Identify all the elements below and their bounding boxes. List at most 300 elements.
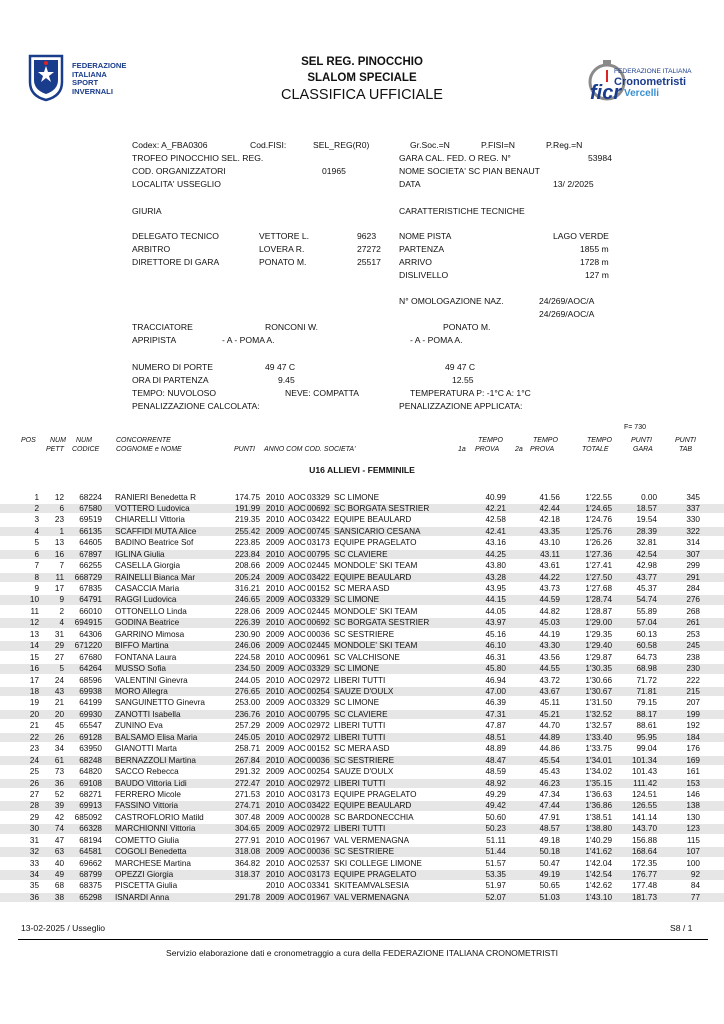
- table-row: [0, 836, 724, 846]
- row-pett: 1: [59, 526, 64, 536]
- row-totale: 1'30.67: [585, 686, 612, 696]
- porte-label: NUMERO DI PORTE: [132, 362, 214, 372]
- row-anno: 2009: [266, 664, 285, 674]
- row-pett: 24: [54, 675, 64, 685]
- row-name: FONTANA Laura: [115, 652, 177, 662]
- row-codice: 68224: [79, 492, 102, 502]
- row-pett: 45: [54, 721, 64, 731]
- row-pett: 9: [59, 595, 64, 605]
- row-punti-gara: 88.61: [636, 721, 657, 731]
- row-tempo1: 46.10: [485, 641, 506, 651]
- row-codice: 68271: [79, 789, 102, 799]
- row-cod: 03422: [307, 515, 330, 525]
- row-pos: 11: [30, 606, 39, 616]
- row-pos: 19: [29, 698, 39, 708]
- row-com: AOC: [288, 812, 306, 822]
- row-pos: 8: [34, 572, 39, 582]
- row-pos: 22: [29, 732, 39, 742]
- row-pos: 27: [29, 789, 39, 799]
- table-row: [0, 493, 724, 503]
- row-punti-gara: 28.39: [636, 526, 657, 536]
- row-punti-gara: 0.00: [641, 492, 657, 502]
- row-punti: 276.65: [234, 686, 260, 696]
- row-cod: 00036: [307, 629, 330, 639]
- row-codice: 64820: [79, 767, 102, 777]
- row-pos: 1: [34, 492, 39, 502]
- dislivello-value: 127 m: [585, 270, 609, 280]
- table-row: [0, 756, 724, 766]
- row-name: VOTTERO Ludovica: [115, 503, 190, 513]
- row-pos: 7: [34, 561, 39, 571]
- row-anno: 2010: [266, 675, 285, 685]
- row-name: MARCHESE Martina: [115, 858, 191, 868]
- row-com: AOC: [288, 584, 306, 594]
- row-totale: 1'27.41: [585, 561, 612, 571]
- row-name: MARCHIONNI Vittoria: [115, 824, 196, 834]
- row-cod: 02972: [307, 721, 330, 731]
- row-com: AOC: [288, 698, 306, 708]
- row-codice: 68248: [79, 755, 102, 765]
- row-punti-tab: 245: [686, 641, 700, 651]
- row-tempo2: 47.44: [539, 801, 560, 811]
- row-totale: 1'28.87: [585, 606, 612, 616]
- row-codice: 69108: [79, 778, 102, 788]
- row-pos: 34: [29, 870, 39, 880]
- row-anno: 2009: [266, 892, 285, 902]
- row-societa: SC LIMONE: [334, 698, 380, 708]
- row-punti: 246.06: [234, 641, 260, 651]
- row-societa: LIBERI TUTTI: [334, 824, 386, 834]
- row-name: OPEZZI Giorgia: [115, 870, 174, 880]
- data-label: DATA: [399, 179, 421, 189]
- row-com: AOC: [288, 732, 306, 742]
- row-pett: 11: [55, 572, 64, 582]
- row-punti-tab: 146: [686, 789, 700, 799]
- row-tempo1: 48.47: [485, 755, 506, 765]
- row-societa: VAL VERMENAGNA: [334, 892, 410, 902]
- row-tempo2: 42.18: [539, 515, 560, 525]
- row-name: RANIERI Benedetta R: [115, 492, 197, 502]
- title-line-1: SEL REG. PINOCCHIO: [301, 56, 423, 68]
- row-pos: 20: [29, 709, 39, 719]
- row-punti-tab: 215: [686, 686, 700, 696]
- row-societa: SC SESTRIERE: [334, 847, 395, 857]
- row-tempo1: 43.97: [485, 618, 506, 628]
- row-com: AOC: [288, 767, 306, 777]
- ficr-line-1: FEDERAZIONE ITALIANA: [614, 68, 692, 75]
- col-punti: PUNTI: [234, 446, 255, 453]
- row-com: AOC: [288, 835, 306, 845]
- row-tempo1: 49.29: [485, 789, 506, 799]
- row-name: CASELLA Giorgia: [115, 561, 181, 571]
- row-punti: 245.05: [234, 732, 260, 742]
- ora-2: 12.55: [452, 375, 474, 385]
- row-punti-tab: 123: [686, 824, 700, 834]
- row-tempo1: 51.97: [485, 881, 506, 891]
- row-totale: 1'26.26: [585, 538, 612, 548]
- row-societa: SC CLAVIERE: [334, 549, 388, 559]
- row-punti: 228.06: [234, 606, 260, 616]
- row-com: AOC: [288, 892, 306, 902]
- row-societa: EQUIPE PRAGELATO: [334, 789, 417, 799]
- row-tempo1: 50.60: [485, 812, 506, 822]
- row-punti-tab: 169: [686, 755, 700, 765]
- row-punti: 304.65: [234, 824, 260, 834]
- row-pett: 27: [54, 652, 64, 662]
- row-punti-tab: 107: [686, 847, 700, 857]
- row-punti-tab: 153: [686, 778, 700, 788]
- table-row: [0, 733, 724, 743]
- table-row: [0, 847, 724, 857]
- col-punti-gara-1: PUNTI: [631, 437, 652, 444]
- row-punti-tab: 299: [686, 561, 700, 571]
- row-punti: 274.71: [234, 801, 260, 811]
- row-cod: 02972: [307, 778, 330, 788]
- row-punti-gara: 141.14: [631, 812, 657, 822]
- row-societa: SANSICARIO CESANA: [334, 526, 421, 536]
- row-totale: 1'25.76: [585, 526, 612, 536]
- row-totale: 1'33.75: [585, 744, 612, 754]
- row-codice: 63950: [79, 744, 102, 754]
- table-row: [0, 870, 724, 880]
- row-codice: 66010: [79, 606, 102, 616]
- porte-1: 49 47 C: [265, 362, 296, 372]
- row-name: MORO Allegra: [115, 686, 168, 696]
- row-name: BALSAMO Elisa Maria: [115, 732, 198, 742]
- ficr-line-2: Cronometristi: [614, 76, 687, 88]
- row-punti: 223.84: [234, 549, 260, 559]
- table-row: [0, 710, 724, 720]
- row-cod: 00961: [307, 652, 330, 662]
- row-pett: 5: [59, 664, 64, 674]
- row-com: AOC: [288, 618, 306, 628]
- pfisi: P.FISI=N: [481, 140, 515, 150]
- table-row: [0, 607, 724, 617]
- row-name: BADINO Beatrice Sof: [115, 538, 194, 548]
- row-anno: 2009: [266, 572, 285, 582]
- row-totale: 1'24.76: [585, 515, 612, 525]
- row-cod: 03341: [307, 881, 330, 891]
- tempo-label: TEMPO: NUVOLOSO: [132, 388, 217, 398]
- row-tempo2: 45.21: [539, 709, 560, 719]
- row-punti-gara: 64.73: [636, 652, 657, 662]
- row-com: AOC: [288, 686, 306, 696]
- row-tempo2: 46.23: [539, 778, 560, 788]
- row-pos: 12: [29, 618, 39, 628]
- row-pett: 21: [54, 698, 64, 708]
- arbitro-label: ARBITRO: [132, 244, 171, 254]
- row-totale: 1'35.15: [585, 778, 612, 788]
- row-punti-tab: 345: [686, 492, 700, 502]
- row-punti-gara: 42.54: [636, 549, 657, 559]
- arbitro-name: LOVERA R.: [259, 244, 305, 254]
- row-com: AOC: [288, 629, 306, 639]
- row-punti: 226.39: [234, 618, 260, 628]
- row-cod: 02445: [307, 561, 330, 571]
- table-row: [0, 618, 724, 628]
- row-cod: 00036: [307, 755, 330, 765]
- row-totale: 1'29.40: [585, 641, 612, 651]
- row-societa: SC MERA ASD: [334, 584, 390, 594]
- row-anno: 2010: [266, 584, 285, 594]
- row-punti-gara: 71.72: [636, 675, 657, 685]
- row-cod: 03422: [307, 572, 330, 582]
- row-codice: 67680: [79, 652, 102, 662]
- row-anno: 2010: [266, 515, 285, 525]
- row-tempo1: 44.25: [485, 549, 506, 559]
- category-heading: U16 ALLIEVI - FEMMINILE: [309, 465, 415, 475]
- row-punti: 307.48: [234, 812, 260, 822]
- row-codice: 694915: [74, 618, 102, 628]
- row-pett: 26: [54, 732, 64, 742]
- row-punti: 223.85: [234, 538, 260, 548]
- row-name: PISCETTA Giulia: [115, 881, 178, 891]
- row-totale: 1'29.00: [585, 618, 612, 628]
- row-name: RAINELLI Bianca Mar: [115, 572, 196, 582]
- direttore-number: 25517: [357, 257, 381, 267]
- row-punti-gara: 71.81: [636, 686, 657, 696]
- row-societa: SAUZE D'OULX: [334, 686, 394, 696]
- row-anno: 2009: [266, 721, 285, 731]
- row-punti-tab: 253: [686, 629, 700, 639]
- title-line-2: SLALOM SPECIALE: [307, 72, 417, 84]
- row-name: GARRINO Mimosa: [115, 629, 185, 639]
- row-tempo2: 41.56: [539, 492, 560, 502]
- row-societa: LIBERI TUTTI: [334, 778, 386, 788]
- footer-service: Servizio elaborazione dati e cronometraggio a cura della FEDERAZIONE ITALIANA CRONOMETRISTI: [166, 948, 558, 958]
- row-societa: SC BARDONECCHIA: [334, 812, 414, 822]
- row-codice: 671220: [74, 641, 102, 651]
- arbitro-number: 27272: [357, 244, 381, 254]
- table-row: [0, 630, 724, 640]
- row-pett: 42: [54, 812, 64, 822]
- nome-pista-label: NOME PISTA: [399, 231, 452, 241]
- row-cod: 00036: [307, 847, 330, 857]
- row-anno: 2010: [266, 618, 285, 628]
- table-row: [0, 881, 724, 891]
- row-codice: 64306: [79, 629, 102, 639]
- row-punti: 316.21: [234, 584, 260, 594]
- table-row: [0, 573, 724, 583]
- row-com: AOC: [288, 561, 306, 571]
- row-pett: 39: [54, 801, 64, 811]
- apripista-2: - A - POMA A.: [410, 335, 463, 345]
- row-tempo1: 43.16: [485, 538, 506, 548]
- row-tempo1: 43.95: [485, 584, 506, 594]
- row-punti: 191.99: [234, 503, 260, 513]
- col-concorrente-2: COGNOME e NOME: [116, 446, 182, 453]
- footer-date-place: 13-02-2025 / Usseglio: [21, 923, 106, 933]
- row-cod: 03329: [307, 492, 330, 502]
- row-societa: LIBERI TUTTI: [334, 732, 386, 742]
- row-name: OTTONELLO Linda: [115, 606, 187, 616]
- row-tempo1: 44.15: [485, 595, 506, 605]
- row-totale: 1'42.54: [585, 870, 612, 880]
- row-anno: 2009: [266, 629, 285, 639]
- row-tempo2: 51.03: [539, 892, 560, 902]
- row-punti-gara: 156.88: [631, 835, 657, 845]
- row-tempo2: 49.19: [539, 870, 560, 880]
- col-totale-1: TEMPO: [587, 437, 612, 444]
- row-tempo2: 44.19: [539, 629, 560, 639]
- row-codice: 69519: [79, 515, 102, 525]
- row-pett: 40: [54, 858, 64, 868]
- row-totale: 1'27.36: [585, 549, 612, 559]
- row-anno: 2009: [266, 767, 285, 777]
- footer-page: S8 / 1: [670, 923, 693, 933]
- row-punti-tab: 100: [686, 858, 700, 868]
- row-cod: 02972: [307, 675, 330, 685]
- row-codice: 64199: [79, 698, 102, 708]
- row-tempo2: 50.65: [539, 881, 560, 891]
- row-codice: 69662: [79, 858, 102, 868]
- row-name: ZANOTTI Isabella: [115, 709, 181, 719]
- row-com: AOC: [288, 870, 306, 880]
- col-num-codice-1: NUM: [76, 437, 92, 444]
- row-punti-tab: 230: [686, 664, 700, 674]
- row-com: AOC: [288, 526, 306, 536]
- table-row: [0, 687, 724, 697]
- row-pos: 2: [34, 503, 39, 513]
- row-punti-gara: 95.95: [636, 732, 657, 742]
- row-tempo1: 47.00: [485, 686, 506, 696]
- row-tempo2: 42.44: [539, 503, 560, 513]
- tracciatore-label: TRACCIATORE: [132, 322, 193, 332]
- row-tempo2: 49.18: [539, 835, 560, 845]
- row-com: AOC: [288, 755, 306, 765]
- row-com: AOC: [288, 824, 306, 834]
- table-row: [0, 641, 724, 651]
- omologazione-value-2: 24/269/AOC/A: [539, 309, 595, 319]
- row-com: AOC: [288, 778, 306, 788]
- row-com: AOC: [288, 595, 306, 605]
- table-row: [0, 676, 724, 686]
- row-punti: 174.75: [234, 492, 260, 502]
- row-societa: SC SESTRIERE: [334, 629, 395, 639]
- table-row: [0, 801, 724, 811]
- row-codice: 64791: [79, 595, 102, 605]
- row-pos: 3: [34, 515, 39, 525]
- row-punti: 246.65: [234, 595, 260, 605]
- row-tempo1: 48.92: [485, 778, 506, 788]
- row-societa: SC LIMONE: [334, 664, 380, 674]
- ficr-line-3: Vercelli: [624, 88, 660, 99]
- table-row: [0, 664, 724, 674]
- row-codice: 68596: [79, 675, 102, 685]
- row-com: AOC: [288, 606, 306, 616]
- row-com: AOC: [288, 664, 306, 674]
- row-totale: 1'31.50: [585, 698, 612, 708]
- row-anno: 2009: [266, 824, 285, 834]
- row-name: SANGUINETTO Ginevra: [115, 698, 205, 708]
- row-cod: 00254: [307, 767, 330, 777]
- row-tempo2: 50.47: [539, 858, 560, 868]
- row-punti: 257.29: [234, 721, 260, 731]
- row-name: FASSINO Vittoria: [115, 801, 179, 811]
- row-pos: 5: [34, 538, 39, 548]
- row-punti-tab: 330: [686, 515, 700, 525]
- col-totale-2: TOTALE: [582, 446, 609, 453]
- row-pett: 61: [54, 755, 64, 765]
- row-pett: 23: [54, 515, 64, 525]
- neve-label: NEVE: COMPATTA: [285, 388, 360, 398]
- row-punti-gara: 88.17: [636, 709, 657, 719]
- row-totale: 1'29.35: [585, 629, 612, 639]
- tracciatore-2: PONATO M.: [443, 322, 491, 332]
- row-tempo1: 47.31: [485, 709, 506, 719]
- col-num-codice-2: CODICE: [72, 446, 100, 453]
- row-cod: 02972: [307, 732, 330, 742]
- penalizzazione-calcolata: PENALIZZAZIONE CALCOLATA:: [132, 401, 260, 411]
- row-punti-gara: 60.13: [636, 629, 657, 639]
- col-concorrente-1: CONCORRENTE: [116, 437, 171, 444]
- table-row: [0, 653, 724, 663]
- row-anno: 2010: [266, 732, 285, 742]
- row-pos: 6: [34, 549, 39, 559]
- row-codice: 67835: [79, 584, 102, 594]
- row-codice: 64581: [79, 847, 102, 857]
- gara-number: 53984: [588, 153, 612, 163]
- row-punti-tab: 322: [686, 526, 700, 536]
- ora-1: 9.45: [278, 375, 295, 385]
- row-anno: 2010: [266, 778, 285, 788]
- row-societa: LIBERI TUTTI: [334, 675, 386, 685]
- row-cod: 03329: [307, 595, 330, 605]
- row-pett: 73: [54, 767, 64, 777]
- row-punti-gara: 99.04: [636, 744, 657, 754]
- row-totale: 1'42.62: [585, 881, 612, 891]
- row-codice: 67580: [79, 503, 102, 513]
- codfisi-value: SEL_REG(R0): [313, 140, 370, 150]
- row-societa: MONDOLE' SKI TEAM: [334, 641, 418, 651]
- row-punti-tab: 276: [686, 595, 700, 605]
- row-punti-gara: 79.15: [636, 698, 657, 708]
- table-row: [0, 779, 724, 789]
- row-anno: 2009: [266, 538, 285, 548]
- row-pos: 36: [29, 892, 39, 902]
- row-punti-gara: 68.98: [636, 664, 657, 674]
- table-row: [0, 584, 724, 594]
- row-com: AOC: [288, 721, 306, 731]
- row-name: IGLINA Giulia: [115, 549, 165, 559]
- row-tempo2: 44.82: [539, 606, 560, 616]
- row-tempo2: 43.35: [539, 526, 560, 536]
- row-pos: 26: [29, 778, 39, 788]
- row-pett: 34: [54, 744, 64, 754]
- row-cod: 00152: [307, 744, 330, 754]
- row-societa: SAUZE D'OULX: [334, 767, 394, 777]
- row-tempo1: 42.21: [485, 503, 506, 513]
- row-tempo1: 51.57: [485, 858, 506, 868]
- row-anno: 2010: [266, 492, 285, 502]
- row-anno: 2010: [266, 801, 285, 811]
- row-totale: 1'38.51: [585, 812, 612, 822]
- row-societa: SC CLAVIERE: [334, 709, 388, 719]
- table-row: [0, 504, 724, 514]
- row-pett: 20: [54, 709, 64, 719]
- row-name: MUSSO Sofia: [115, 664, 166, 674]
- row-totale: 1'41.62: [585, 847, 612, 857]
- row-cod: 03422: [307, 801, 330, 811]
- row-totale: 1'34.01: [585, 755, 612, 765]
- row-punti: 244.05: [234, 675, 260, 685]
- row-societa: MONDOLE' SKI TEAM: [334, 561, 418, 571]
- row-codice: 68194: [79, 835, 102, 845]
- row-anno: 2009: [266, 847, 285, 857]
- row-pett: 7: [59, 561, 64, 571]
- row-codice: 685092: [74, 812, 102, 822]
- row-pos: 14: [29, 641, 39, 651]
